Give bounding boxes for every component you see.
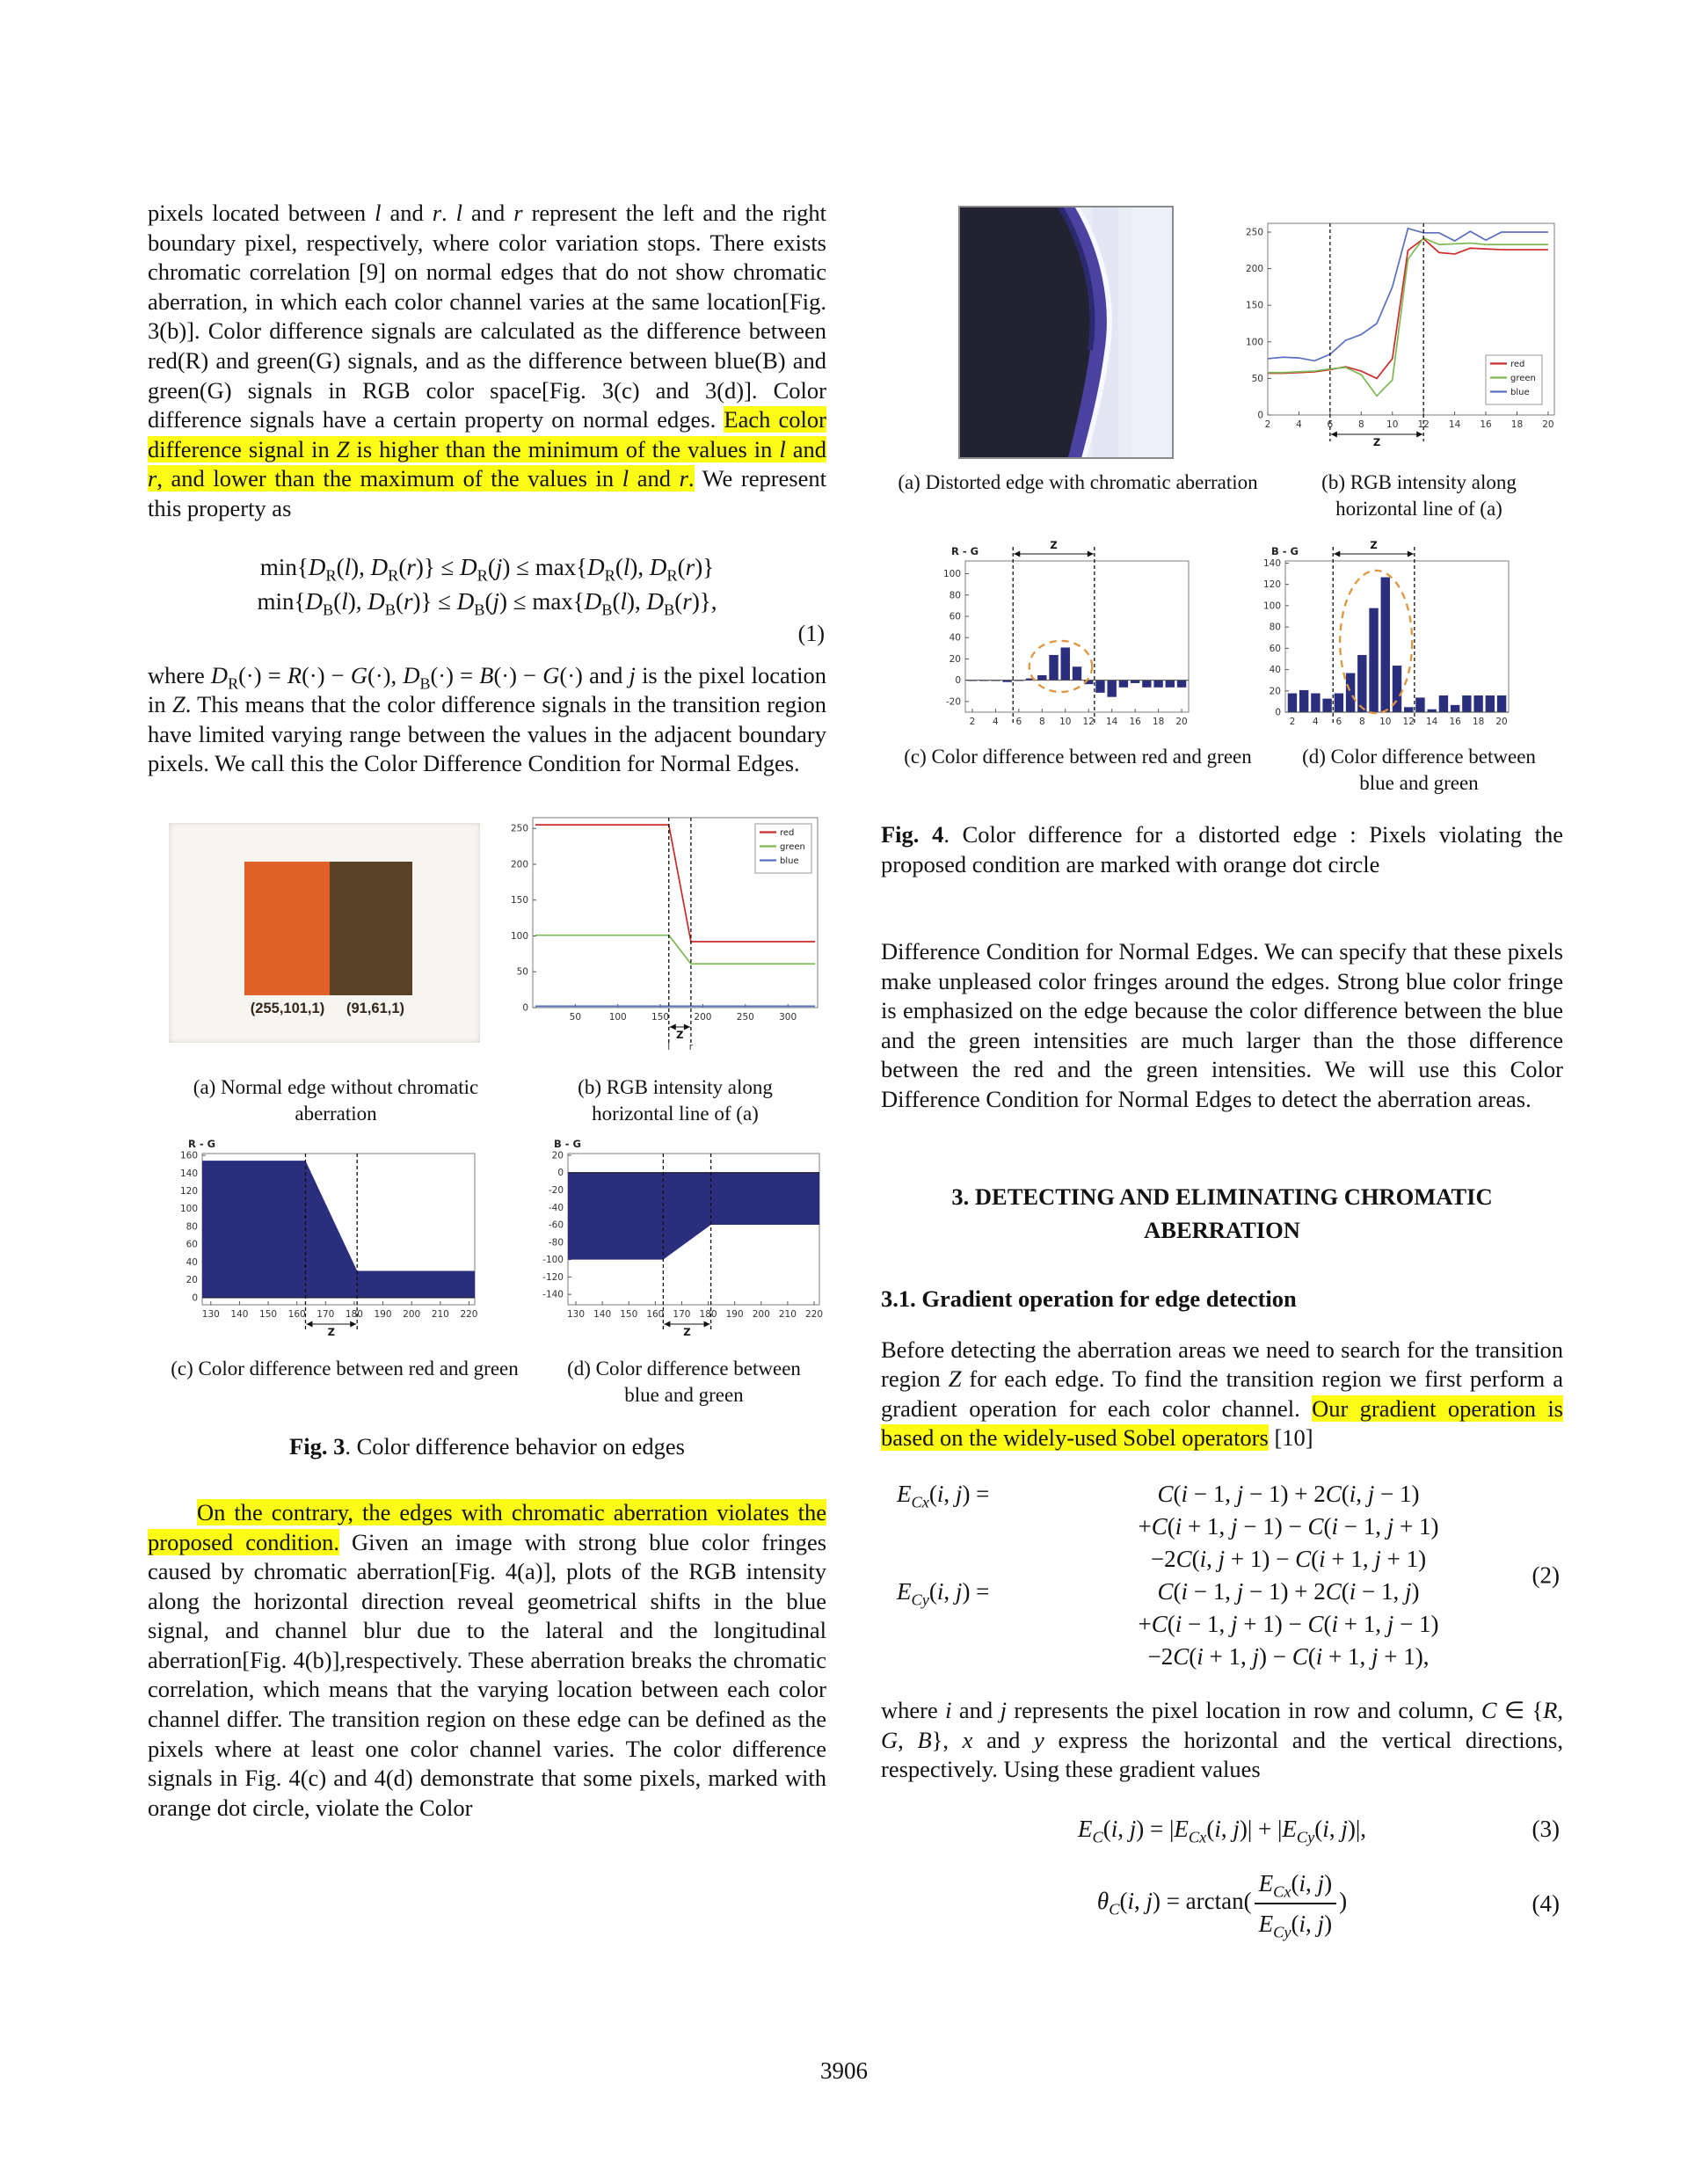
svg-text:210: 210 [778, 1308, 797, 1320]
svg-text:100: 100 [1262, 601, 1281, 612]
svg-text:180: 180 [345, 1308, 363, 1320]
paragraph-left-2: where $D_R(\cdot) = R(\cdot) - G(\cdot)$, $D_B(\cdot) = B(\cdot) - G(\cdot)$ and j is the pixel location in Z. This means that the color difference signals in the transition region have limited varying range between the values in the adjacent boundary pixels. We call this the Color Difference Condition for Normal Edges. [148, 661, 827, 777]
svg-text:l: l [667, 1041, 671, 1052]
svg-text:250: 250 [510, 823, 528, 834]
svg-text:red: red [780, 827, 795, 838]
svg-text:12: 12 [1082, 717, 1095, 727]
fig4d-caption: (d) Color difference between blue and green [1302, 746, 1536, 794]
figure-3-subcaptions-ab [148, 1074, 826, 1127]
paragraph-left-3: On the contrary, the edges with chromatic aberration violates the proposed condition. Given an image with strong blue color fringes caused by chromatic aberration[Fig. 4(a)], plots of the RGB intensity along the horizontal direction reveal geometrical shifts in the blue signal, and channel blur due to the lateral and the longitudinal aberration[Fig. 4(b)],respectively. These aberration breaks the chromatic correlation, which means that the varying location between each color channel differ. The transition region on these edge can be defined as the pixels where at least one color channel varies. The color difference signals in Fig. 4(c) and 4(d) demonstrate that some pixels, marked with orange dot circle, violate the Color [148, 1498, 827, 1821]
svg-text:20: 20 [1269, 686, 1281, 697]
fig4a-distorted-edge-photo [958, 206, 1174, 459]
equation-1-number: (1) [797, 620, 825, 646]
svg-text:60: 60 [949, 611, 961, 622]
svg-text:200: 200 [694, 1011, 712, 1023]
svg-text:0: 0 [955, 675, 961, 687]
figure-4-subcaptions-ab [881, 470, 1563, 522]
svg-text:Z: Z [1370, 539, 1378, 551]
fig3c-color-difference-chart [162, 1136, 487, 1350]
svg-text:-120: -120 [542, 1271, 564, 1283]
svg-text:190: 190 [725, 1308, 744, 1320]
svg-text:220: 220 [460, 1308, 478, 1320]
svg-text:200: 200 [752, 1308, 770, 1320]
svg-text:2: 2 [969, 717, 976, 727]
svg-text:100: 100 [942, 569, 961, 580]
fig3d-caption: (d) Color difference between blue and green [567, 1357, 801, 1406]
figure-3-subcaptions-cd [148, 1356, 826, 1409]
fig4a-photo-drawing [960, 207, 1172, 457]
fig3b-caption: (b) RGB intensity along horizontal line of (a) [578, 1075, 773, 1125]
svg-text:18: 18 [1510, 419, 1524, 430]
equation-4 [881, 1866, 1563, 1941]
svg-text:0: 0 [192, 1292, 198, 1304]
equation-1 [148, 550, 826, 649]
svg-text:16: 16 [1480, 419, 1492, 430]
figure-3-row-1 [148, 797, 826, 1067]
svg-text:R - G: R - G [188, 1137, 216, 1150]
equation-4-number: (4) [1532, 1889, 1560, 1917]
svg-text:60: 60 [186, 1239, 198, 1250]
svg-text:12: 12 [1417, 419, 1430, 430]
svg-text:180: 180 [699, 1308, 717, 1320]
svg-text:20: 20 [551, 1150, 564, 1161]
svg-text:50: 50 [516, 966, 528, 978]
svg-text:blue: blue [780, 855, 799, 866]
svg-text:80: 80 [1269, 622, 1281, 633]
svg-text:14: 14 [1448, 419, 1461, 430]
svg-text:170: 170 [316, 1308, 335, 1320]
svg-text:8: 8 [1357, 419, 1364, 430]
svg-text:200: 200 [403, 1308, 421, 1320]
svg-text:150: 150 [510, 895, 528, 906]
fig3a-orange-region [244, 862, 330, 995]
svg-text:120: 120 [1262, 579, 1281, 591]
svg-text:6: 6 [1015, 717, 1022, 727]
svg-text:2: 2 [1289, 717, 1296, 727]
svg-text:green: green [780, 841, 805, 852]
svg-text:220: 220 [804, 1308, 824, 1320]
equation-1-line-2: $\min\{D_B(l)$, $D_B(r)\} \le D_B(j) \le \max\{D_B(l)$, $D_B(r)$}, [257, 587, 717, 618]
svg-text:8: 8 [1358, 717, 1365, 727]
svg-text:B - G: B - G [554, 1137, 581, 1150]
svg-text:-20: -20 [548, 1184, 564, 1196]
svg-text:r: r [688, 1041, 694, 1052]
svg-text:50: 50 [1251, 373, 1263, 384]
svg-text:20: 20 [1495, 717, 1508, 727]
svg-text:170: 170 [673, 1308, 691, 1320]
svg-text:210: 210 [431, 1308, 449, 1320]
svg-text:100: 100 [179, 1204, 198, 1215]
svg-text:6: 6 [1327, 419, 1334, 430]
svg-text:50: 50 [569, 1011, 582, 1023]
page-number: 3906 [820, 2057, 868, 2084]
svg-text:250: 250 [1245, 227, 1263, 238]
fig3d-color-difference-chart [524, 1136, 832, 1350]
svg-text:120: 120 [179, 1185, 198, 1197]
svg-text:100: 100 [510, 930, 528, 942]
fig3c-caption: (c) Color difference between red and green [171, 1357, 519, 1380]
svg-text:-100: -100 [542, 1255, 564, 1266]
svg-text:140: 140 [179, 1168, 198, 1179]
svg-text:130: 130 [201, 1308, 220, 1320]
fig4b-rgb-intensity-chart [1229, 204, 1563, 465]
paragraph-right-3: where i and j represents the pixel location in row and column, C ∈ {R, G, B}, x and y express the horizontal and the vertical directions, respectively. Using these gradient values [881, 1696, 1563, 1783]
paragraph-right-2: Before detecting the aberration areas we need to search for the transition region Z for each edge. To find the transition region we first perform a gradient operation for each color channel. Our gradient operation is based on the widely-used Sobel operators [10] [881, 1336, 1563, 1452]
section-3-1-heading: 3.1. Gradient operation for edge detection [881, 1285, 1297, 1312]
svg-text:R - G: R - G [951, 545, 979, 557]
equation-4-fraction: $\frac{E_{Cx}(i, j)}{E_{Cy}(i, j)}$ [1255, 1866, 1336, 1941]
svg-text:60: 60 [1269, 643, 1281, 654]
svg-text:20: 20 [1542, 419, 1554, 430]
svg-text:Z: Z [1050, 539, 1058, 551]
svg-text:150: 150 [1245, 300, 1263, 311]
figure-4-row-2 [881, 535, 1563, 737]
equation-2 [881, 1478, 1563, 1673]
equation-1-line-1: $\min\{D_R(l)$, $D_R(r)\} \le D_R(j) \le \max\{D_R(l)$, $D_R(r)$} [259, 553, 715, 584]
svg-text:-140: -140 [542, 1289, 564, 1300]
svg-text:40: 40 [1269, 665, 1281, 676]
svg-text:-20: -20 [945, 696, 961, 708]
svg-text:160: 160 [646, 1308, 665, 1320]
svg-text:8: 8 [1038, 717, 1045, 727]
svg-text:140: 140 [1262, 557, 1281, 569]
svg-text:red: red [1510, 360, 1525, 369]
svg-text:18: 18 [1472, 717, 1485, 727]
svg-text:18: 18 [1152, 717, 1165, 727]
fig4b-caption: (b) RGB intensity along horizontal line of (a) [1321, 471, 1517, 520]
svg-text:0: 0 [522, 1002, 528, 1014]
equation-3-body: $E_C(i$, $j) = |E_{Cx}(i$, $j)| + |E_{Cy}(i$, j)|, [1078, 1815, 1366, 1846]
svg-text:Z: Z [1372, 436, 1381, 448]
svg-text:80: 80 [949, 590, 961, 601]
svg-text:20: 20 [949, 653, 961, 665]
fig3a-rgb-label-left: (255,101,1) [250, 1000, 325, 1016]
fig3b-rgb-intensity-chart [492, 797, 826, 1068]
svg-text:20: 20 [1175, 717, 1188, 727]
figure-4 [881, 199, 1563, 879]
svg-text:-60: -60 [548, 1219, 564, 1231]
fig4c-color-difference-chart [932, 535, 1196, 739]
fig3a-caption: (a) Normal edge without chromatic aberration [193, 1075, 479, 1125]
svg-text:10: 10 [1059, 717, 1072, 727]
svg-text:4: 4 [993, 717, 999, 727]
svg-text:4: 4 [1313, 717, 1319, 727]
svg-text:Z: Z [327, 1325, 336, 1338]
figure-4-label: Fig. 4 [881, 821, 944, 848]
svg-text:130: 130 [567, 1308, 586, 1320]
figure-3-label: Fig. 3 [289, 1432, 346, 1460]
svg-text:Z: Z [676, 1028, 684, 1041]
svg-text:150: 150 [259, 1308, 278, 1320]
figure-3 [148, 797, 826, 1461]
fig3a-rgb-label-right: (91,61,1) [346, 1000, 405, 1016]
svg-text:100: 100 [1245, 337, 1263, 348]
figure-3-row-2 [148, 1136, 826, 1349]
equation-3 [881, 1811, 1563, 1846]
paragraph-right-1: Difference Condition for Normal Edges. We can specify that these pixels make unpleased color fringes around the edges. Strong blue color fringe is emphasized on the edge because the color difference between the blue and the green intensities are much larger than the those difference between the red and the green intensities. We will use this Color Difference Condition for Normal Edges to detect the aberration areas. [881, 938, 1563, 1112]
svg-text:160: 160 [179, 1150, 198, 1161]
svg-text:80: 80 [186, 1221, 198, 1233]
svg-text:140: 140 [230, 1308, 249, 1320]
fig4d-color-difference-chart [1252, 535, 1516, 739]
svg-text:-40: -40 [548, 1202, 564, 1213]
paragraph-left-1: pixels located between l and r. l and r represent the left and the right boundary pixel, respectively, where color variation stops. There exists chromatic correlation [9] on normal edges that do not show chromatic aberration, in which each color channel varies at the same location[Fig. 3(b)]. Color difference signals are calculated as the difference between red(R) and green(G) signals, and as the difference between blue(B) and green(G) signals in RGB color space[Fig. 3(c) and 3(d)]. Color difference signals have a certain property on normal edges. Each color difference signal in Z is higher than the minimum of the values in l and r, and lower than the maximum of the values in l and r. We represent this property as [148, 200, 827, 521]
svg-text:-80: -80 [548, 1237, 564, 1249]
svg-text:40: 40 [949, 632, 961, 644]
equation-4-rhs: ) [1339, 1887, 1348, 1914]
svg-text:2: 2 [1264, 419, 1271, 430]
svg-text:100: 100 [608, 1011, 627, 1023]
svg-text:14: 14 [1106, 717, 1118, 727]
svg-text:150: 150 [620, 1308, 638, 1320]
svg-text:blue: blue [1510, 388, 1530, 397]
svg-text:10: 10 [1386, 419, 1399, 430]
fig4c-caption: (c) Color difference between red and green [904, 746, 1252, 768]
svg-text:160: 160 [287, 1308, 306, 1320]
equation-3-number: (3) [1532, 1815, 1560, 1842]
svg-text:140: 140 [593, 1308, 612, 1320]
svg-text:0: 0 [1257, 410, 1263, 421]
svg-text:16: 16 [1129, 717, 1141, 727]
left-column [148, 199, 826, 1823]
svg-text:12: 12 [1402, 717, 1415, 727]
figure-4-caption: Fig. 4. Color difference for a distorted edge : Pixels violating the proposed condition are marked with orange dot circle [881, 821, 1563, 877]
figure-4-subcaptions-cd [881, 744, 1563, 797]
svg-text:0: 0 [557, 1168, 564, 1179]
equation-2-number: (2) [1532, 1562, 1560, 1589]
svg-text:B - G: B - G [1271, 545, 1299, 557]
fig4a-caption: (a) Distorted edge with chromatic aberration [898, 471, 1258, 493]
svg-text:Z: Z [683, 1325, 691, 1338]
svg-text:6: 6 [1335, 717, 1342, 727]
svg-text:200: 200 [510, 859, 528, 870]
fig3a-normal-edge-image [169, 823, 480, 1043]
svg-text:0: 0 [1275, 707, 1281, 718]
svg-text:green: green [1510, 374, 1536, 383]
section-3-heading: 3. DETECTING AND ELIMINATING CHROMATIC ABERRATION [951, 1183, 1493, 1243]
svg-text:14: 14 [1426, 717, 1438, 727]
svg-text:40: 40 [186, 1256, 198, 1268]
svg-text:250: 250 [736, 1011, 754, 1023]
svg-text:10: 10 [1379, 717, 1392, 727]
svg-text:4: 4 [1296, 419, 1302, 430]
fig3a-brown-region [330, 862, 412, 995]
equation-2-rows: $E_{Cx}(i$, j) = C(i − 1, j − 1) + 2C(i, j − 1) +C(i + 1, j − 1) − C(i − 1, j + 1) −2C(i, j + 1) − C(i + 1, j + 1) $E_{Cy}(i$, j) = C(i − 1, j − 1) + 2C(i − 1, j) +C(i − 1, j + 1) − C(i + 1, j − 1) −2C(i + 1, j) − C(i + 1, j + 1), [897, 1480, 1439, 1670]
svg-text:190: 190 [374, 1308, 392, 1320]
svg-text:20: 20 [186, 1275, 198, 1286]
figure-4-row-1 [881, 199, 1563, 462]
svg-text:150: 150 [651, 1011, 670, 1023]
figure-3-caption: Fig. 3. Color difference behavior on edges [289, 1432, 685, 1460]
right-column [881, 199, 1563, 1941]
svg-text:16: 16 [1449, 717, 1461, 727]
svg-text:300: 300 [779, 1011, 797, 1023]
equation-4-lhs: $\theta_C(i$, j) = arctan( [1096, 1887, 1252, 1918]
svg-text:200: 200 [1245, 264, 1263, 275]
